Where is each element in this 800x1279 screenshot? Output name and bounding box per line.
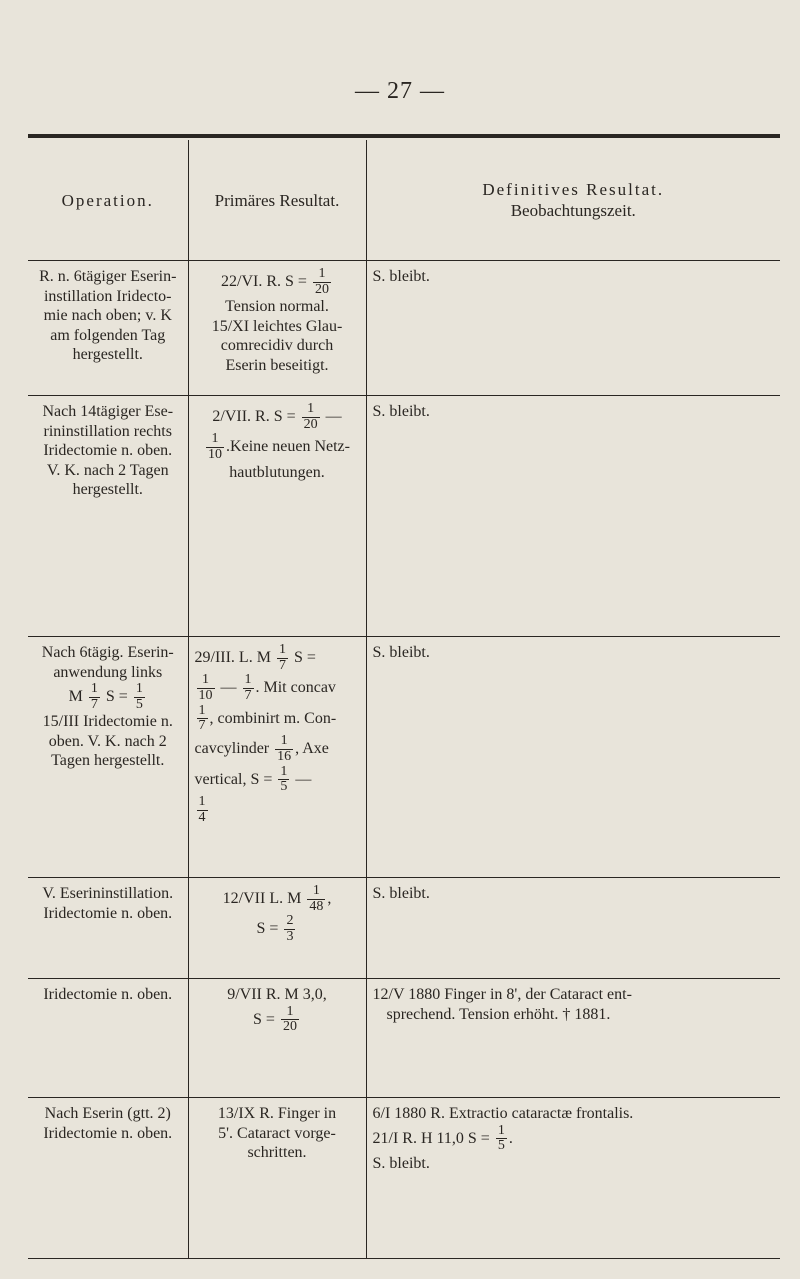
definitive-subtitle: Beobachtungszeit. [510,201,636,220]
cell-operation: Nach 14tägiger Ese- rininstillation rechts Iridectomie n. oben. V. K. nach 2 Tagen hergestellt. [28,396,188,637]
fraction: $\frac{1}{16}$ [277,733,292,764]
cell-primary-result: 12/VII L. M $\frac{1}{48}$ , S = $\frac{2}{3}$ [188,878,366,979]
table-row [28,1098,780,1259]
table-top-rule [28,134,780,138]
cell-definitive-result: S. bleibt. [366,637,780,878]
cell-primary-result: 29/III. L. M $\frac{1}{7}$ S = $\frac{1}{10}$ — $\frac{1}{7}$ . Mit concav $\frac{1}{7}$ , combinirt m. Con- cavcylinder $\frac{1}{16}$ , Axe vertical, S = $\frac{1}{5}$ — $\frac{1}{4}$ [188,637,366,878]
fraction: $\frac{1}{7}$ [244,672,252,704]
table-row [28,261,780,396]
fraction: $\frac{1}{5}$ [280,763,288,795]
cell-operation: Iridectomie n. oben. [28,979,188,1098]
cell-primary-result: 9/VII R. M 3,0, S = $\frac{1}{20}$ [188,979,366,1098]
cell-operation: R. n. 6tägiger Eserin- instillation Iridecto- mie nach oben; v. K am folgenden Tag hergestellt. [28,261,188,396]
fraction: $\frac{1}{10}$ [208,431,223,463]
cell-operation: V. Eserininstillation. Iridectomie n. oben. [28,878,188,979]
definitive-title: Definitives Resultat. [482,180,665,200]
fraction: $\frac{1}{7}$ [198,702,206,734]
table-row [28,979,780,1098]
fraction: $\frac{1}{20}$ [282,1003,297,1035]
table-row [28,637,780,878]
header-operation: Operation. [28,140,188,261]
table-row [28,878,780,979]
fraction: $\frac{1}{20}$ [303,401,318,432]
header-definitive-result [366,140,780,261]
cell-definitive-result: S. bleibt. [366,261,780,396]
fraction: $\frac{2}{3}$ [286,913,294,945]
fraction: $\frac{1}{48}$ [309,883,324,914]
header-primary-result: Primäres Resultat. [188,140,366,261]
fraction: $\frac{1}{10}$ [198,672,213,704]
cell-definitive-result: S. bleibt. [366,396,780,637]
page-number: — 27 — [355,78,445,104]
fraction: $\frac{1}{4}$ [198,793,206,825]
table-row [28,396,780,637]
cell-primary-result: 2/VII. R. S = $\frac{1}{20}$ — $\frac{1}{10}$ .Keine neuen Netz- hautblutungen. [188,396,366,637]
cell-primary-result: 22/VI. R. S = $\frac{1}{20}$ Tension normal. 15/XI leichtes Glau- comrecidiv durch Eserin beseitigt. [188,261,366,396]
fraction: $\frac{1}{5}$ [497,1122,505,1154]
table-header-row [28,140,780,261]
cell-definitive-result: 6/I 1880 R. Extractio cataractæ frontalis. 21/I R. H 11,0 S = $\frac{1}{5}$ . S. bleibt. [366,1098,780,1259]
cell-primary-result: 13/IX R. Finger in 5'. Cataract vorge- schritten. [188,1098,366,1259]
fraction: $\frac{1}{20}$ [314,266,329,297]
fraction: $\frac{1}{7}$ [278,642,286,673]
cell-operation: Nach 6tägig. Eserin- anwendung links M $\frac{1}{7}$ S = $\frac{1}{5}$ 15/III Iridectomie n. oben. V. K. nach 2 Tagen hergestellt. [28,637,188,878]
results-table [28,140,780,1259]
cell-operation: Nach Eserin (gtt. 2) Iridectomie n. oben. [28,1098,188,1259]
cell-definitive-result: 12/V 1880 Finger in 8', der Cataract ent- sprechend. Tension erhöht. † 1881. [366,979,780,1098]
fraction: $\frac{1}{5}$ [135,681,143,712]
cell-definitive-result: S. bleibt. [366,878,780,979]
fraction: $\frac{1}{7}$ [90,681,98,712]
